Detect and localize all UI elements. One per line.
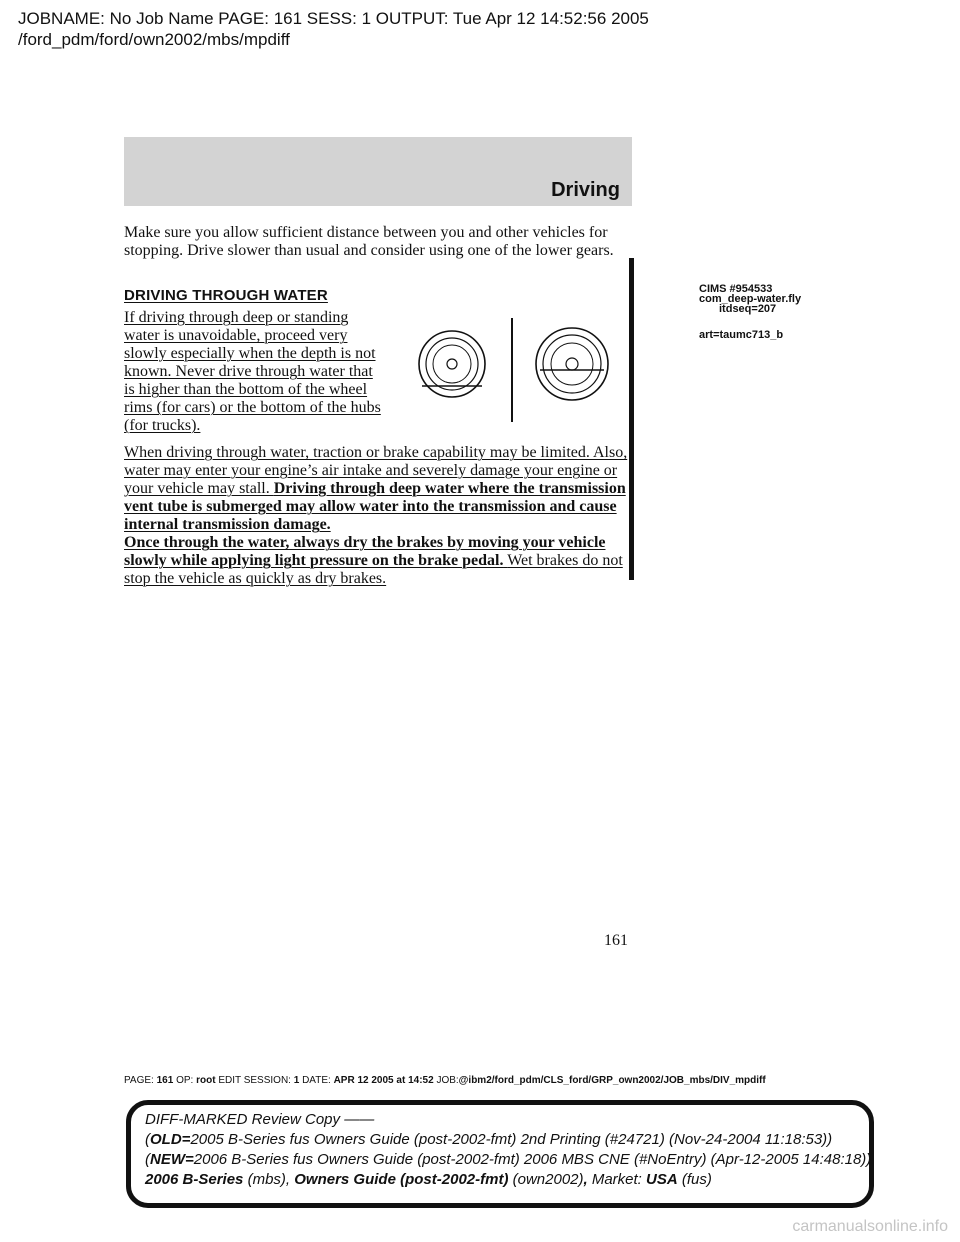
section-title: Driving	[551, 179, 620, 201]
review-series-line	[145, 1170, 865, 1190]
review-copy-text	[145, 1110, 872, 1190]
cims-seq: itdseq=207	[719, 303, 777, 315]
footer-job-value: @ibm2/ford_pdm/CLS_ford/GRP_own2002/JOB_mbs/DIV_mpdiff	[458, 1075, 766, 1086]
wheel-water-depth-illustration	[400, 312, 620, 424]
review-old-text: 2005 B-Series fus Owners Guide (post-2002-fmt) 2nd Printing (#24721) (Nov-24-2004 11:18:53))	[190, 1131, 833, 1148]
review-guide-code: (own2002)	[508, 1171, 584, 1188]
car-wheel-icon	[419, 331, 485, 397]
paragraph-traction	[124, 444, 634, 534]
review-new-line: (NEW=2006 B-Series fus Owners Guide (post-2002-fmt) 2006 MBS CNE (#NoEntry) (Apr-12-2005 14:48:18))	[145, 1151, 872, 1168]
edit-session-footer	[124, 1075, 766, 1086]
review-market: USA	[646, 1171, 678, 1188]
wet-brakes-text: Wet brakes do not stop the vehicle as quickly as dry brakes.	[124, 552, 623, 587]
paragraph-stopping: Make sure you allow sufficient distance between you and other vehicles for stopping. Drive slower than usual and consider using one of the lower gears.	[124, 224, 614, 259]
paragraph-water-depth: If driving through deep or standing water is unavoidable, proceed very slowly especially when the depth is not known. Never drive through water that is higher than the bottom of the wheel rims (for cars) or the bottom of the hubs (for trucks).	[124, 309, 381, 434]
footer-op-label: OP:	[176, 1075, 194, 1086]
job-header-path: /ford_pdm/ford/own2002/mbs/mpdiff	[18, 30, 290, 49]
watermark: carmanualsonline.info	[792, 1218, 948, 1235]
heading-driving-through-water: DRIVING THROUGH WATER	[124, 287, 328, 304]
transmission-warning: Driving through deep water where the transmission vent tube is submerged may allow water into the transmission and cause internal transmission damage.	[124, 480, 626, 533]
footer-date-label: DATE:	[302, 1075, 331, 1086]
review-guide: Owners Guide (post-2002-fmt)	[294, 1171, 509, 1188]
job-header-line1: JOBNAME: No Job Name PAGE: 161 SESS: 1 OUTPUT: Tue Apr 12 14:52:56 2005	[18, 9, 649, 28]
review-market-sep: ,	[583, 1171, 592, 1188]
cims-file: com_deep-water.fly	[699, 293, 802, 305]
review-market-code: (fus)	[677, 1171, 712, 1188]
footer-page-label: PAGE:	[124, 1075, 154, 1086]
job-header	[18, 8, 649, 50]
review-old-line: (OLD=2005 B-Series fus Owners Guide (post-2002-fmt) 2nd Printing (#24721) (Nov-24-2004 11:18:53))	[145, 1131, 833, 1148]
review-series-code: (mbs),	[243, 1171, 295, 1188]
art-reference: art=taumc713_b	[699, 329, 784, 341]
review-series: 2006 B-Series	[145, 1171, 244, 1188]
footer-session-value: 1	[293, 1075, 300, 1086]
footer-page-value: 161	[156, 1075, 174, 1086]
change-bar	[629, 258, 634, 580]
review-market-label: Market:	[591, 1171, 647, 1188]
review-title: DIFF-MARKED Review Copy ——	[145, 1111, 375, 1128]
review-new-label: NEW=	[150, 1151, 194, 1168]
section-header-band	[124, 137, 632, 206]
traction-text: When driving through water, traction or brake capability may be limited. Also, water may enter your engine’s air intake and severely damage your engine or your vehicle may stall.	[124, 444, 628, 497]
review-new-text: 2006 B-Series fus Owners Guide (post-2002-fmt) 2006 MBS CNE (#NoEntry) (Apr-12-2005 14:48:18))	[193, 1151, 872, 1168]
footer-session-label: EDIT SESSION:	[218, 1075, 291, 1086]
page-number: 161	[604, 932, 628, 949]
paragraph-dry-brakes	[124, 534, 634, 588]
truck-wheel-icon	[536, 328, 608, 400]
dry-brakes-warning: Once through the water, always dry the brakes by moving your vehicle slowly while applying light pressure on the brake pedal.	[124, 534, 606, 569]
cims-number: CIMS #954533	[699, 283, 773, 295]
review-old-label: OLD=	[150, 1131, 191, 1148]
cims-reference	[699, 284, 801, 314]
footer-job-label: JOB:	[436, 1075, 459, 1086]
footer-date-value: APR 12 2005 at 14:52	[333, 1075, 434, 1086]
footer-op-value: root	[196, 1075, 216, 1086]
